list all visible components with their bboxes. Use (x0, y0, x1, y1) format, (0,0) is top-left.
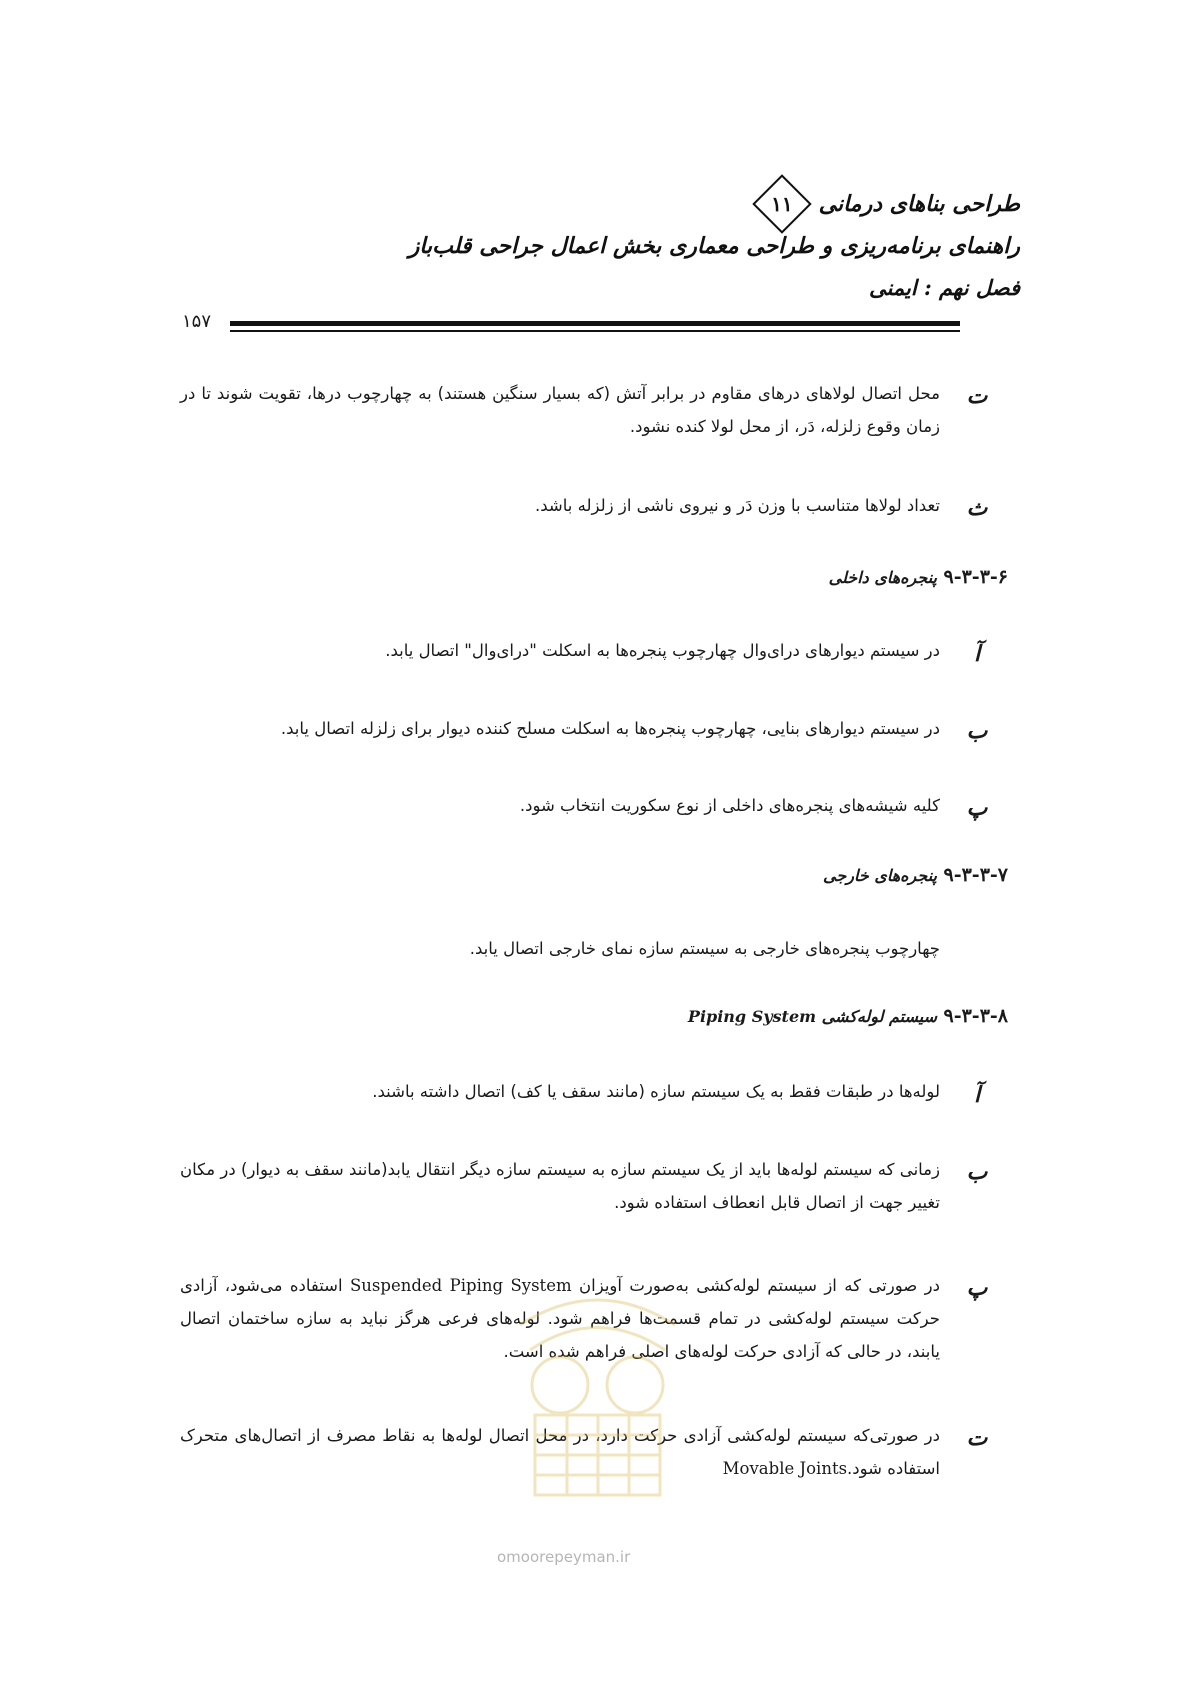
page-number: ۱۵۷ (182, 311, 212, 332)
item-mark: پ (966, 795, 988, 821)
header-rule-thin (230, 330, 960, 332)
section-title-fa: سیستم لوله‌کشی (821, 1007, 937, 1026)
chapter-title: فصل نهم : ایمنی (869, 275, 1020, 300)
series-title-line (751, 183, 1020, 225)
item-mark: ث (966, 495, 988, 521)
paragraph-item: کلیه شیشه‌های پنجره‌های داخلی از نوع سکوریت انتخاب شود. (519, 796, 940, 815)
paragraph-item: در سیستم دیوارهای بنایی، چهارچوب پنجره‌ها به اسکلت مسلح کننده دیوار برای زلزله اتصال یابد. (280, 719, 940, 738)
volume-number: ۱۱ (770, 192, 793, 217)
section-title (688, 1007, 937, 1026)
item-text-after: استفاده می‌شود، آزادی حرکت سیستم لوله‌کشی در تمام قسمت‌ها فراهم شود. لوله‌های فرعی هرگز نباید به سازه ساختمان اتصال یابند، در حالی که آزادی حرکت لوله‌های اصلی فراهم شده است. (180, 1276, 940, 1361)
header-rule-thick (230, 321, 960, 326)
item-text-en: Suspended Piping System (350, 1276, 572, 1295)
item-mark: پ (966, 1275, 988, 1301)
book-title: راهنمای برنامه‌ریزی و طراحی معماری بخش اعمال جراحی قلب‌باز (408, 233, 1020, 259)
item-mark: ت (966, 383, 988, 409)
item-mark: ب (966, 718, 988, 744)
item-mark: ت (966, 1425, 988, 1451)
item-text-en: Movable Joints (722, 1459, 848, 1478)
item-text-before: در صورتی‌که سیستم لوله‌کشی آزادی حرکت دارد، در محل اتصال لوله‌ها به نقاط مصرف از اتصال‌های متحرک استفاده شود. (180, 1426, 940, 1478)
item-text-before: در صورتی که از سیستم لوله‌کشی به‌صورت آویزان (571, 1276, 940, 1295)
section-number: ۹-۳-۳-۷ (943, 864, 1008, 886)
section-title: پنجره‌های داخلی (828, 568, 937, 587)
section-title: پنجره‌های خارجی (823, 866, 937, 885)
paragraph-item: لوله‌ها در طبقات فقط به یک سیستم سازه (مانند سقف یا کف) اتصال داشته باشند. (372, 1082, 940, 1101)
item-mark: آ (973, 1082, 981, 1108)
paragraph: چهارچوب پنجره‌های خارجی به سیستم سازه نمای خارجی اتصال یابد. (469, 939, 940, 958)
series-title: طراحی بناهای درمانی (818, 191, 1020, 217)
paragraph-item: تعداد لولاها متناسب با وزن دَر و نیروی ناشی از زلزله باشد. (535, 496, 940, 515)
section-number: ۹-۳-۳-۶ (943, 566, 1008, 588)
section-title-en: Piping System (687, 1007, 817, 1026)
watermark-logo (490, 1265, 705, 1505)
paragraph-item: در سیستم دیوارهای درای‌وال چهارچوب پنجره‌ها به اسکلت "درای‌وال" اتصال یابد. (385, 641, 940, 660)
volume-badge (752, 174, 811, 233)
section-number: ۹-۳-۳-۸ (943, 1005, 1008, 1027)
item-mark: آ (973, 641, 981, 667)
item-mark: ب (966, 1159, 988, 1185)
paragraph-item: زمانی که سیستم لوله‌ها باید از یک سیستم سازه به سیستم سازه دیگر انتقال یابد(مانند سقف به دیوار) در مکان تغییر جهت از اتصال قابل انعطاف استفاده شود. (180, 1160, 940, 1212)
watermark-url: omoorepeyman.ir (497, 1548, 631, 1566)
paragraph-item: محل اتصال لولاهای درهای مقاوم در برابر آتش (که بسیار سنگین هستند) به چهارچوب درها، تقویت شوند تا در زمان وقوع زلزله، دَر، از محل لولا کنده نشود. (180, 384, 940, 436)
